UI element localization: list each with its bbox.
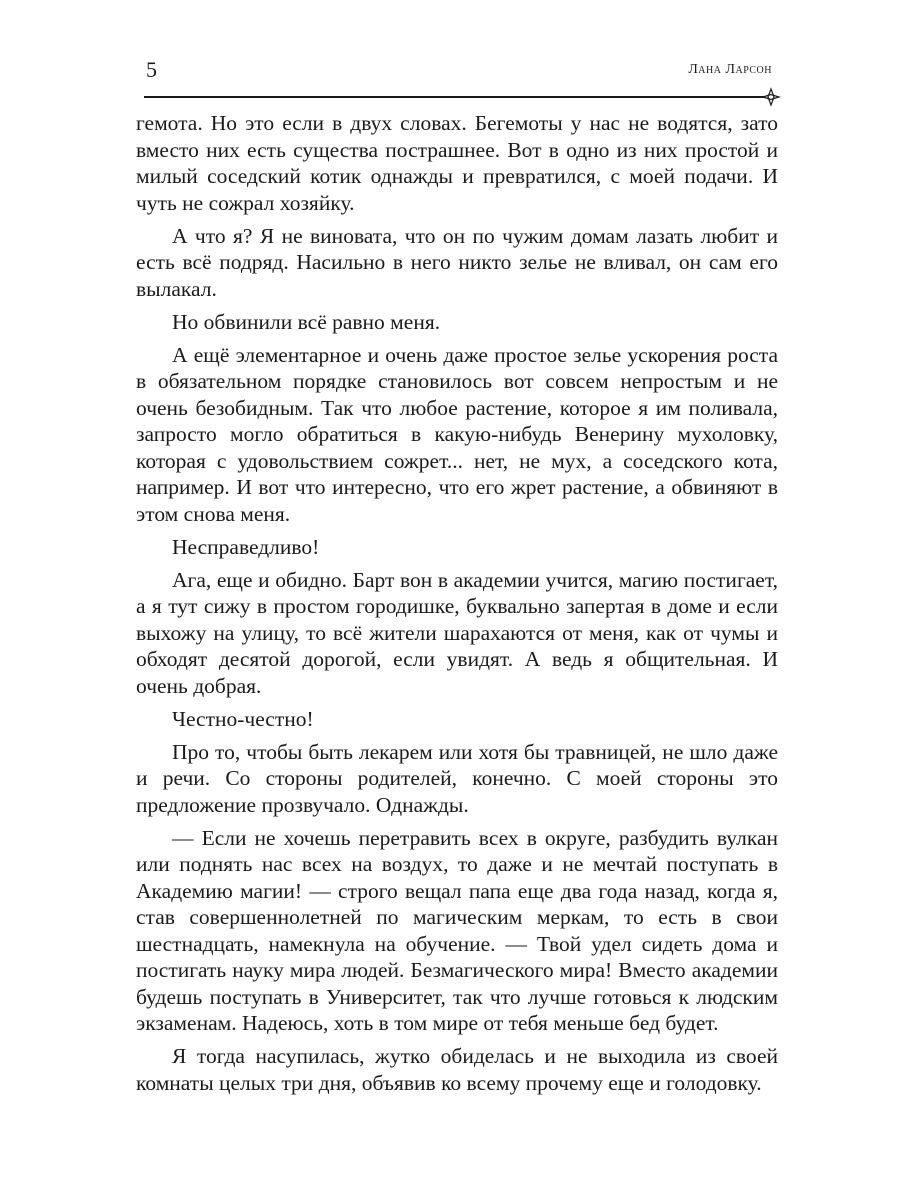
paragraph: Я тогда насупилась, жутко обиделась и не выходила из своей комнаты целых три дня, объявив ко всему прочему еще и голодовку. [136,1044,778,1095]
paragraph: А ещё элементарное и очень даже простое зелье ускорения роста в обязательном порядке становилось вот совсем непростым и не очень безобидным. Так что любое растение, которое я им поливала, запросто могло обратиться в какую-нибудь Венерину мухоловку, которая с удовольствием сожрет... нет, не мух, а соседского кота, например. И вот что интересно, что его жрет растение, а обвиняют в этом снова меня. [136,342,778,526]
running-head-author: Лана Ларсон [688,62,772,77]
header-rule [144,96,764,98]
diamond-ornament-icon [760,87,782,107]
paragraph: гемота. Но это если в двух словах. Бегемоты у нас не водятся, зато вместо них есть существа пострашнее. Вот в одно из них простой и милый соседский котик однажды и превратился, с моей подачи. И чуть не сожрал хозяйку. [136,111,778,215]
paragraph: А что я? Я не виновата, что он по чужим домам лазать любит и есть всё подряд. Насильно в него никто зелье не вливал, он сам его вылакал. [136,223,778,301]
paragraph: Несправедливо! [172,534,320,559]
paragraph: Про то, чтобы быть лекарем или хотя бы травницей, не шло даже и речи. Со стороны родителей, конечно. С моей стороны это предложение прозвучало. Однажды. [136,739,778,817]
paragraph: Честно-честно! [172,706,314,731]
page-number: 5 [146,57,157,82]
body-text [136,110,778,1103]
paragraph: Ага, еще и обидно. Барт вон в академии учится, магию постигает, а я тут сижу в простом городишке, буквально запертая в доме и если выхожу на улицу, то всё жители шарахаются от меня, как от чумы и обходят десятой дорогой, если увидят. А ведь я общительная. И очень добрая. [136,567,778,698]
paragraph: Но обвинили всё равно меня. [172,309,441,334]
paragraph: — Если не хочешь перетравить всех в округе, разбудить вулкан или поднять нас всех на воздух, то даже и не мечтай поступать в Академию магии! — строго вещал папа еще два года назад, когда я, став совершеннолетней по магическим меркам, то есть в свои шестнадцать, намекнула на обучение. — Твой удел сидеть дома и постигать науку мира людей. Безмагического мира! Вместо академии будешь поступать в Университет, так что лучше готовься к людским экзаменам. Надеюсь, хоть в том мире от тебя меньше бед будет. [136,825,778,1035]
